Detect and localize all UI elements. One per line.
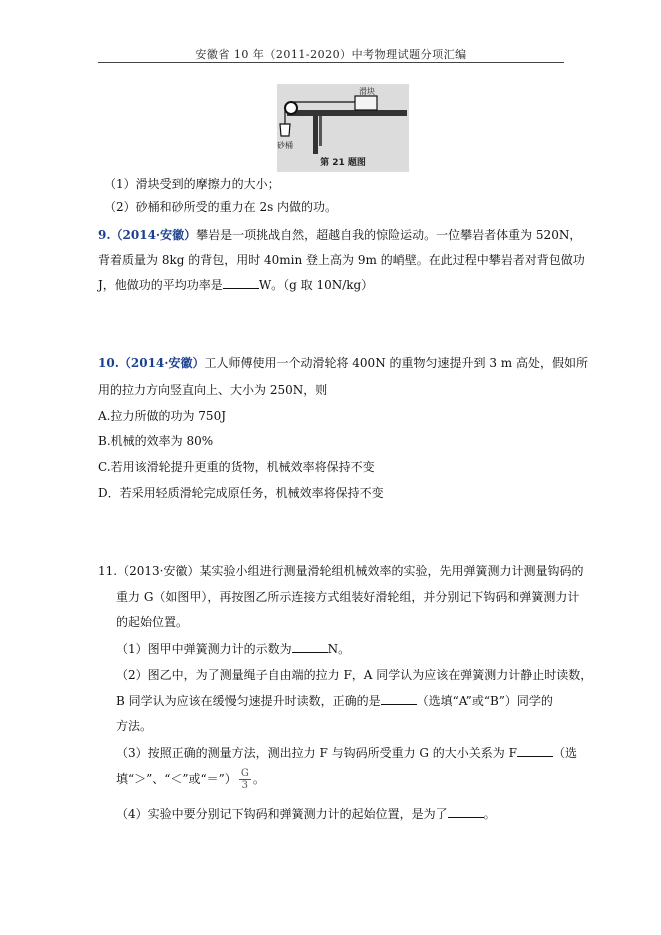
q8-item-1: （1）滑块受到的摩擦力的大小； bbox=[104, 177, 280, 191]
question-number: 9.（2014·安徽） bbox=[98, 228, 197, 242]
table-top bbox=[287, 110, 407, 116]
q11-text: 。 bbox=[483, 807, 496, 821]
answer-blank[interactable] bbox=[448, 806, 484, 818]
bucket-label: 砂桶 bbox=[277, 141, 293, 150]
figure-caption: 第 21 题图 bbox=[320, 158, 366, 168]
q11-text: 填“＞”、“＜”或“＝”） bbox=[116, 772, 237, 786]
q11-line-1: 11.（2013·安徽）某实验小组进行测量滑轮组机械效率的实验，先用弹簧测力计测量钩码的 bbox=[98, 564, 584, 578]
question-number: 10.（2014·安徽） bbox=[98, 356, 205, 370]
q11-text: （选 bbox=[552, 746, 577, 760]
q11-text: （4）实验中要分别记下钩码和弹簧测力计的起始位置，是为了 bbox=[116, 807, 448, 821]
q11-text: B 同学认为应该在缓慢匀速提升时读数，正确的是 bbox=[116, 694, 381, 708]
q11-text: N。 bbox=[327, 642, 351, 656]
q10-text: 工人师傅使用一个动滑轮将 400N 的重物匀速提升到 3 m 高处，假如所 bbox=[204, 356, 588, 370]
q11-text: 。 bbox=[252, 772, 265, 786]
q11-part-2-line-2 bbox=[116, 693, 553, 709]
sand-bucket-icon bbox=[280, 124, 290, 136]
q11-text: （3）按照正确的测量方法，测出拉力 F 与钩码所受重力 G 的大小关系为 F bbox=[116, 746, 517, 760]
q10-option-a: A.拉力所做的功为 750J bbox=[98, 409, 227, 423]
answer-blank[interactable] bbox=[223, 277, 259, 289]
q11-part-2-line-3: 方法。 bbox=[116, 719, 153, 733]
fraction-numerator: G bbox=[240, 768, 249, 779]
figure-21 bbox=[277, 84, 409, 172]
q11-part-2-line-1: （2）图乙中，为了测量绳子自由端的拉力 F，A 同学认为应该在弹簧测力计静止时读数， bbox=[116, 668, 593, 682]
q11-part-3-line-2 bbox=[116, 768, 265, 791]
q9-line-3 bbox=[98, 277, 373, 293]
q9-line-1 bbox=[98, 227, 581, 243]
q10-option-b: B.机械的效率为 80% bbox=[98, 434, 214, 448]
q9-text: W。（g 取 10N/kg） bbox=[258, 278, 374, 292]
fraction-g-over-3 bbox=[239, 768, 251, 791]
q8-item-2: （2）砂桶和砂所受的重力在 2s 内做的功。 bbox=[104, 200, 338, 214]
page-header: 安徽省 10 年（2011-2020）中考物理试题分项汇编 bbox=[195, 48, 467, 61]
answer-blank[interactable] bbox=[292, 641, 328, 653]
pulley-icon bbox=[285, 102, 297, 114]
q11-line-2: 重力 G（如图甲），再按图乙所示连接方式组装好滑轮组，并分别记下钩码和弹簧测力计 bbox=[116, 590, 580, 604]
q10-option-c: C.若用该滑轮提升更重的货物，机械效率将保持不变 bbox=[98, 460, 375, 474]
answer-blank[interactable] bbox=[517, 745, 553, 757]
answer-blank[interactable] bbox=[381, 693, 417, 705]
table-leg bbox=[313, 116, 318, 154]
q11-text: （选填“A”或“B”）同学的 bbox=[416, 694, 553, 708]
q10-line-1 bbox=[98, 355, 588, 371]
q10-option-d: D．若采用轻质滑轮完成原任务，机械效率将保持不变 bbox=[98, 486, 384, 500]
q11-line-3: 的起始位置。 bbox=[116, 615, 189, 629]
q11-part-3-line-1 bbox=[116, 745, 577, 761]
q11-part-4 bbox=[116, 806, 496, 822]
q11-text: （1）图甲中弹簧测力计的示数为 bbox=[116, 642, 292, 656]
q10-line-2: 用的拉力方向竖直向上、大小为 250N，则 bbox=[98, 383, 328, 397]
q9-text: 攀岩是一项挑战自然，超越自我的惊险运动。一位攀岩者体重为 520N， bbox=[196, 228, 582, 242]
q11-part-1 bbox=[116, 641, 350, 657]
fraction-denominator: 3 bbox=[241, 780, 248, 791]
q9-text: J，他做功的平均功率是 bbox=[98, 278, 223, 292]
table-leg bbox=[319, 116, 322, 146]
q9-line-2: 背着质量为 8kg 的背包，用时 40min 登上高为 9m 的峭壁。在此过程中攀岩者对背包做功 bbox=[98, 253, 585, 267]
sliding-block bbox=[355, 96, 377, 110]
block-label: 滑块 bbox=[359, 87, 375, 96]
header-divider bbox=[98, 62, 564, 63]
